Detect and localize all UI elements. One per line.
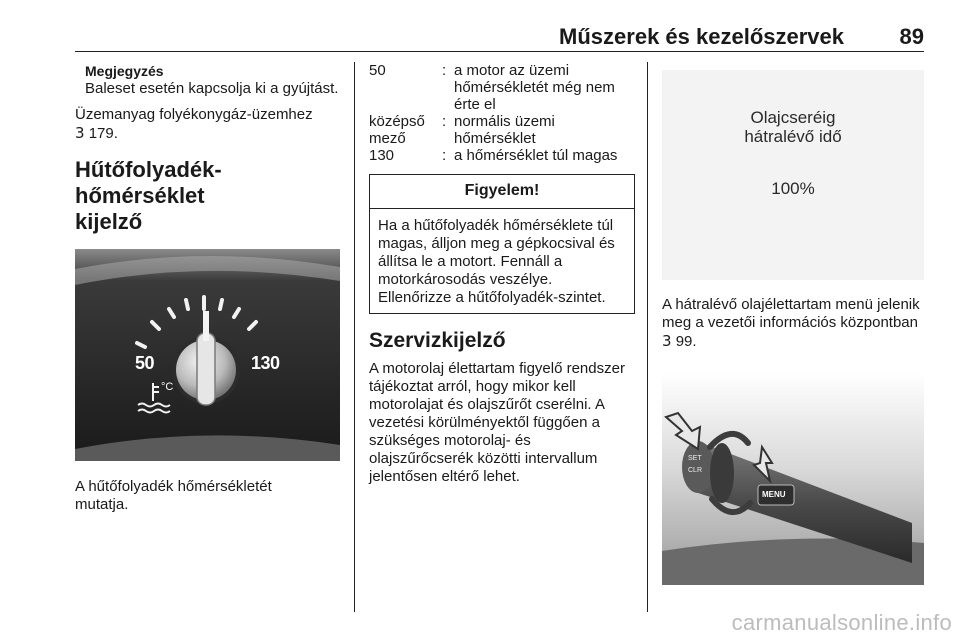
definition-key: 50 (369, 62, 386, 79)
display-line2: hátralévő idő (744, 127, 842, 146)
definition-sep: : (442, 147, 447, 164)
definition-key: 130 (369, 147, 395, 164)
note-text: Baleset esetén kapcsolja ki a gyújtást. (85, 80, 339, 97)
coolant-gauge-figure (75, 249, 340, 461)
page-ref-arrow-icon: 3 (75, 124, 85, 142)
definition-sep: : (442, 62, 447, 79)
gauge-caption-line2: mutatja. (75, 496, 129, 513)
definition-sep: : (442, 113, 447, 130)
gauge-definitions (369, 62, 635, 164)
warning-box (369, 174, 635, 314)
column-3 (662, 62, 924, 585)
section-title-line1: Hűtőfolyadék-hőmérséklet (75, 157, 222, 208)
lpg-text: Üzemanyag folyékonygáz-üzemhez (75, 106, 313, 123)
column-1 (75, 62, 340, 514)
gauge-unit: °C (161, 381, 174, 393)
display-value: 100% (771, 179, 815, 198)
lpg-paragraph (75, 106, 340, 143)
section-title-line2: kijelző (75, 209, 143, 234)
gauge-label-130: 130 (251, 353, 280, 373)
display-line1: Olajcseréig (750, 108, 836, 127)
stalk-label-clr: CLR (688, 467, 703, 474)
stalk-figure (662, 373, 924, 585)
oil-life-caption (662, 296, 924, 351)
stalk-label-menu: MENU (762, 490, 786, 499)
service-section-title: Szervizkijelző (369, 329, 506, 352)
oil-life-caption-text: A hátralévő olajélettartam menü jelenik meg a vezetői információs központban (662, 296, 920, 331)
warning-title: Figyelem! (370, 175, 634, 209)
column-2 (369, 62, 635, 486)
definition-value: normális üzemi hőmérséklet (454, 113, 555, 147)
gauge-label-50: 50 (135, 353, 155, 373)
coolant-gauge-illustration (75, 249, 340, 461)
warning-text: Ha a hűtőfolyadék hőmérséklete túl magas, álljon meg a gépkocsival és állítsa le a motort. Fennáll a motorkárosodás veszélye. Ellenőrizze a hűtőfolyadék-szintet. (378, 217, 615, 306)
stalk-label-set: SET (688, 455, 702, 462)
column-divider-2 (647, 62, 648, 612)
column-divider-1 (354, 62, 355, 612)
definition-key: középső mező (369, 113, 425, 147)
gauge-caption-line1: A hűtőfolyadék hőmérsékletét (75, 478, 272, 495)
stalk-illustration (662, 373, 924, 585)
definition-row (369, 147, 635, 164)
page-number: 89 (899, 24, 924, 49)
oil-life-display-figure (662, 70, 924, 280)
page-ref-arrow-icon: 3 (662, 332, 672, 350)
coolant-section-title (75, 157, 340, 235)
lpg-page-ref[interactable]: 179. (88, 125, 118, 142)
note-title: Megjegyzés (85, 63, 164, 79)
gauge-caption (75, 478, 340, 514)
definition-value: a hőmérséklet túl magas (454, 147, 618, 164)
definition-value: a motor az üzemi hőmérsékletét még nem érte el (454, 62, 615, 113)
oil-life-page-ref[interactable]: 99. (675, 333, 697, 350)
service-body-text: A motorolaj élettartam figyelő rendszer tájékoztat arról, hogy mikor kell motorolajat és olajszűrőt cserélni. A vezetési körülményektől függően a szükséges motorolaj- és olajszűrőcserék közötti intervallum jelentősen eltérő lehet. (369, 360, 625, 485)
definition-row (369, 62, 635, 113)
watermark: carmanualsonline.info (731, 610, 952, 635)
definition-row (369, 113, 635, 147)
header-rule (75, 51, 924, 52)
header-title: Műszerek és kezelőszervek (559, 24, 844, 49)
page-header (75, 18, 924, 50)
